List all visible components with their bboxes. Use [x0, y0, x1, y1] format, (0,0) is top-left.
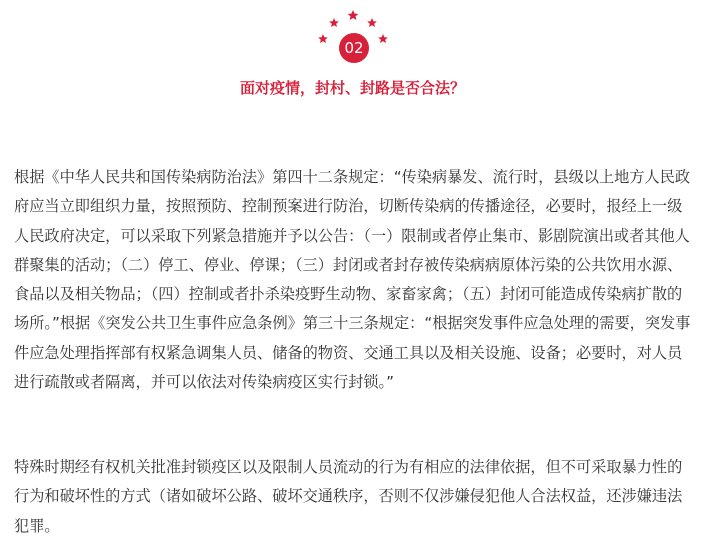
body-paragraph: 根据《中华人民共和国传染病防治法》第四十二条规定：“传染病暴发、流行时，县级以上地方人民政府应当立即组织力量，按照预防、控制预案进行防治，切断传染病的传播途径，必要时，报经上一级人民政府决定，可以采取下列紧急措施并予以公告：（一）限制或者停止集市、影剧院演出或者其他人群聚集的活动；（二）停工、停业、停课；（三）封闭或者封存被传染病病原体污染的公共饮用水源、食品以及相关物品；（四）控制或者扑杀染疫野生动物、家畜家禽；（五）封闭可能造成传染病扩散的场所。”根据《突发公共卫生事件应急条例》第三十三条规定：“根据突发事件应急处理的需要，突发事件应急处理指挥部有权紧急调集人员、储备的物资、交通工具以及相关设施、设备；必要时，对人员进行疏散或者隔离，并可以依法对传染病疫区实行封锁。”	[14, 168, 691, 392]
star-icon	[318, 34, 328, 43]
section-number: 02	[339, 33, 369, 63]
star-icon	[329, 18, 339, 27]
star-icon	[367, 18, 377, 27]
page-title: 面对疫情，封村、封路是否合法？	[239, 79, 465, 97]
body-paragraph: 特殊时期经有权机关批准封锁疫区以及限制人员流动的行为有相应的法律依据，但不可采取暴力性的行为和破坏性的方式（诸如破坏公路、破坏交通秩序，否则不仅涉嫌侵犯他人合法权益，还涉嫌违法犯罪。	[14, 458, 683, 535]
star-icon	[378, 34, 388, 43]
star-icon	[348, 10, 359, 20]
section-badge	[318, 6, 388, 62]
